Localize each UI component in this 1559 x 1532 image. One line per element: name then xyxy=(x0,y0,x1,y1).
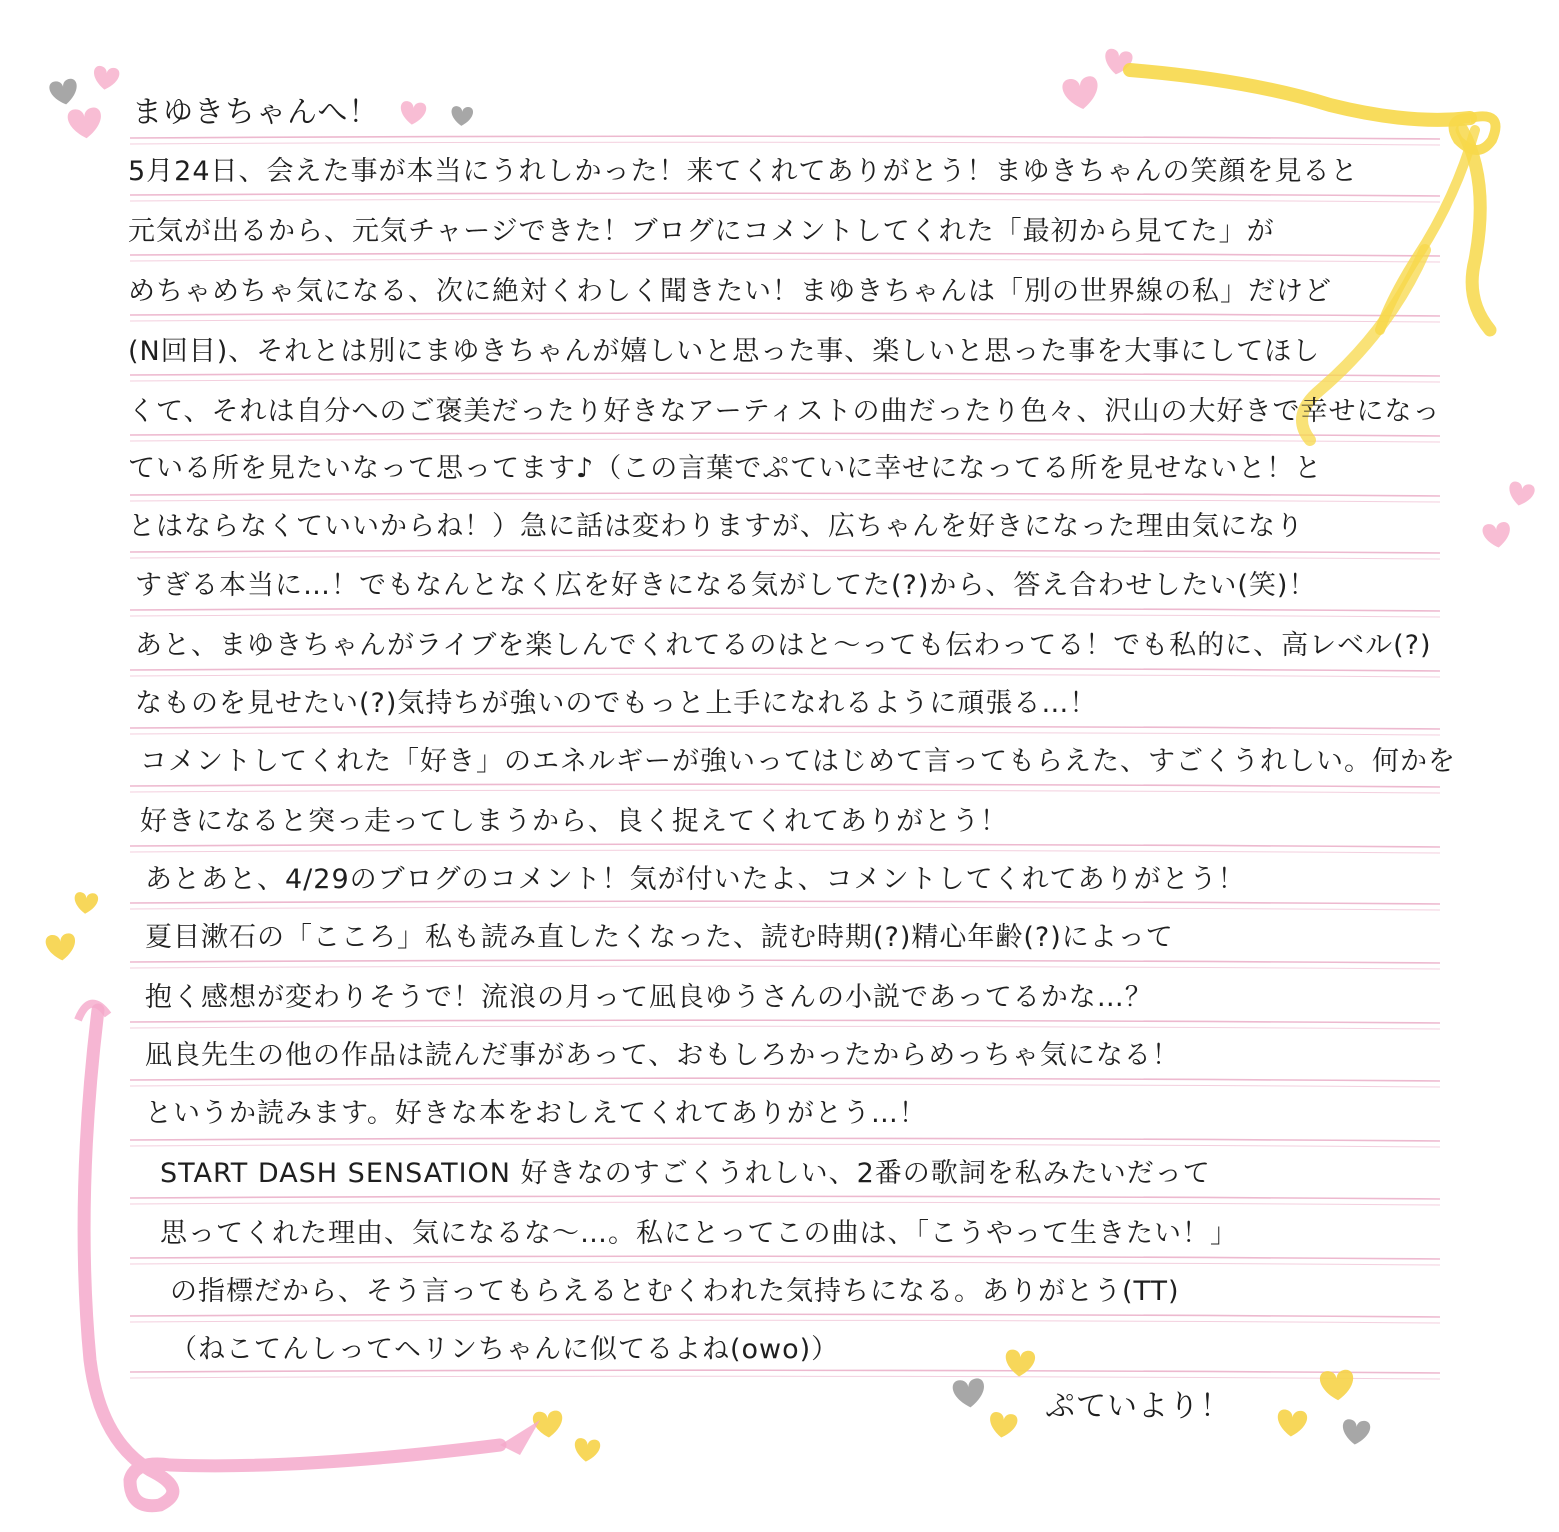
rule-line xyxy=(130,844,1440,847)
yellow-ribbon xyxy=(1130,70,1470,120)
rule-line xyxy=(130,259,1440,262)
yellow-heart-icon xyxy=(73,892,98,915)
gray-heart-icon xyxy=(952,1378,986,1409)
letter-line-21: （ねこてんしってヘリンちゃんに似てるよね(owo)） xyxy=(170,1334,840,1365)
pink-heart-icon xyxy=(1482,521,1513,549)
pink-heart-icon xyxy=(67,107,103,140)
rule-line xyxy=(130,379,1440,382)
signature: ぷていより！ xyxy=(1045,1389,1231,1424)
yellow-heart-icon xyxy=(1276,1409,1308,1438)
rule-line xyxy=(130,966,1440,969)
rule-line xyxy=(130,1314,1440,1317)
rule-line xyxy=(130,608,1440,611)
rule-line xyxy=(130,253,1440,256)
rule-line xyxy=(130,499,1440,502)
rule-line xyxy=(130,674,1440,677)
rule-line xyxy=(130,373,1440,376)
letter-line-20: の指標だから、そう言ってもらえるとむくわれた気持ちになる。ありがとう(TT) xyxy=(170,1276,1180,1307)
rule-line xyxy=(130,1138,1440,1141)
pink-heart-icon xyxy=(399,101,427,126)
rule-line xyxy=(130,319,1440,322)
rule-line xyxy=(130,199,1440,202)
gray-heart-icon xyxy=(451,106,474,127)
letter-line-11: コメントしてくれた「好き」のエネルギーが強いってはじめて言ってもらえた、すごくうれしい。何かを xyxy=(140,746,1456,777)
rule-line xyxy=(130,1026,1440,1029)
yellow-heart-icon xyxy=(1319,1369,1354,1401)
rule-line xyxy=(130,1202,1440,1205)
yellow-heart-icon xyxy=(573,1438,601,1463)
rule-line xyxy=(130,901,1440,904)
rule-line xyxy=(130,1262,1440,1265)
rule-line xyxy=(130,732,1440,735)
yellow-heart-icon xyxy=(988,1411,1019,1439)
letter-line-12: 好きになると突っ走ってしまうから、良く捉えてくれてありがとう！ xyxy=(140,806,1008,837)
letter-line-19: 思ってくれた理由、気になるな〜…。私にとってこの曲は、「こうやって生きたい！」 xyxy=(160,1218,1238,1249)
rule-line xyxy=(130,907,1440,910)
rule-line xyxy=(130,439,1440,442)
rule-line xyxy=(130,1196,1440,1199)
letter-line-17: というか読みます。好きな本をおしえてくれてありがとう…！ xyxy=(145,1098,927,1129)
rule-line xyxy=(130,313,1440,316)
rule-line xyxy=(130,1320,1440,1323)
pink-ribbon-end xyxy=(500,1420,540,1455)
rule-line xyxy=(130,1078,1440,1081)
rule-line xyxy=(130,1020,1440,1023)
letter-line-13: あとあと、4/29のブログのコメント！気が付いたよ、コメントしてくれてありがとう！ xyxy=(145,864,1246,895)
pink-heart-icon xyxy=(92,65,120,91)
letter-line-16: 凪良先生の他の作品は読んだ事があって、おもしろかったからめっちゃ気になる！ xyxy=(145,1040,1180,1071)
rule-line xyxy=(130,790,1440,793)
letter-line-5: くて、それは自分へのご褒美だったり好きなアーティストの曲だったり色々、沢山の大好きで幸せになっ xyxy=(128,396,1441,427)
rule-line xyxy=(130,136,1440,139)
rule-line xyxy=(130,668,1440,671)
letter-line-15: 抱く感想が変わりそうで！流浪の月って凪良ゆうさんの小説であってるかな…？ xyxy=(145,982,1153,1013)
rule-line xyxy=(130,193,1440,196)
letter-line-18: START DASH SENSATION 好きなのすごくうれしい、2番の歌詞を私みたいだって xyxy=(160,1158,1211,1189)
rule-line xyxy=(130,850,1440,853)
letter-line-1: 5月24日、会えた事が本当にうれしかった！来てくれてありがとう！まゆきちゃんの笑顔を見ると xyxy=(128,156,1359,187)
rule-line xyxy=(130,960,1440,963)
rule-line xyxy=(130,142,1440,145)
letter-line-9: あと、まゆきちゃんがライブを楽しんでくれてるのはと〜っても伝わってる！でも私的に、高レベル(?) xyxy=(135,630,1432,661)
letter-line-10: なものを見せたい(?)気持ちが強いのでもっと上手になれるように頑張る…！ xyxy=(135,688,1098,719)
yellow-heart-icon xyxy=(45,933,77,962)
rule-line xyxy=(130,493,1440,496)
rule-line xyxy=(130,726,1440,729)
salutation: まゆきちゃんへ！ xyxy=(132,95,380,130)
gray-heart-icon xyxy=(1341,1419,1371,1446)
pink-heart-icon xyxy=(1506,480,1536,508)
letter-line-8: すぎる本当に…！でもなんとなく広を好きになる気がしてた(?)から、答え合わせしたい(笑)！ xyxy=(135,570,1317,601)
rule-line xyxy=(130,550,1440,553)
rule-line xyxy=(130,784,1440,787)
pink-heart-icon xyxy=(1061,75,1100,111)
rule-line xyxy=(130,556,1440,559)
letter-line-6: ている所を見たいなって思ってます♪（この言葉でぷていに幸せになってる所を見せないと！と xyxy=(128,453,1323,484)
rule-line xyxy=(130,614,1440,617)
yellow-heart-icon xyxy=(1004,1349,1035,1377)
letter-line-7: とはならなくていいからね！）急に話は変わりますが、広ちゃんを好きになった理由気になり xyxy=(128,511,1304,542)
letter-line-14: 夏目漱石の「こころ」私も読み直したくなった、読む時期(?)精心年齢(?)によって xyxy=(145,922,1174,953)
rule-line xyxy=(130,1084,1440,1087)
rule-line xyxy=(130,1144,1440,1147)
letter-line-3: めちゃめちゃ気になる、次に絶対くわしく聞きたい！まゆきちゃんは「別の世界線の私」だけど xyxy=(128,276,1332,307)
gray-heart-icon xyxy=(48,78,79,107)
rule-line xyxy=(130,1370,1440,1373)
rule-line xyxy=(130,1256,1440,1259)
letter-line-4: (N回目)、それとは別にまゆきちゃんが嬉しいと思った事、楽しいと思った事を大事にしてほし xyxy=(128,336,1321,367)
rule-line xyxy=(130,1376,1440,1379)
rule-line xyxy=(130,433,1440,436)
letter-line-2: 元気が出るから、元気チャージできた！ブログにコメントしてくれた「最初から見てた」が xyxy=(128,216,1275,247)
